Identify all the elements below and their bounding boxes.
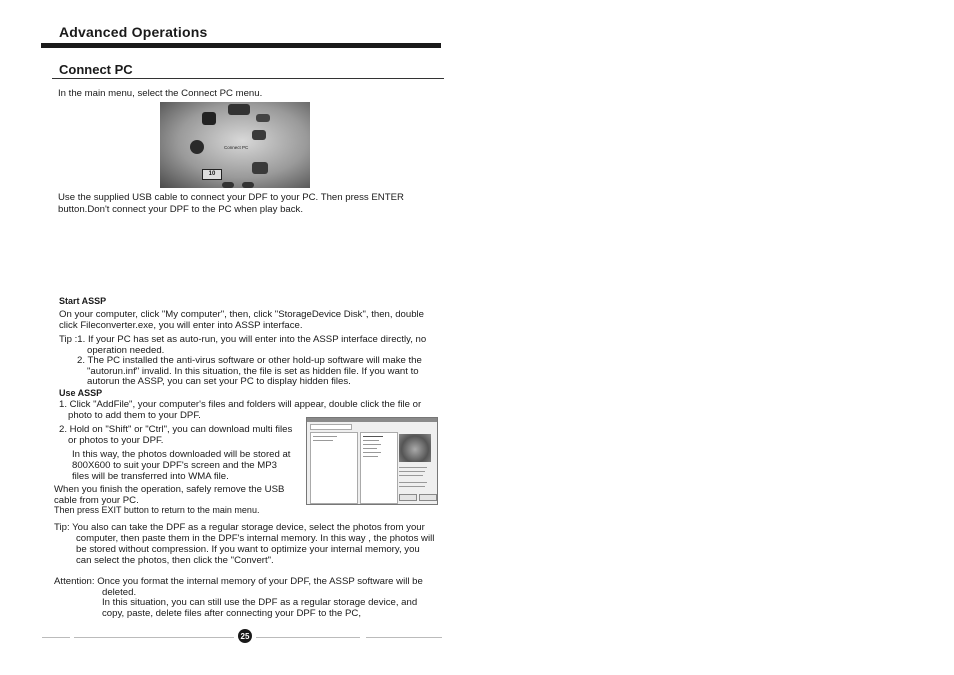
bottom-icon-1 xyxy=(222,182,234,188)
start-assp-line-2: click Fileconverter.exe, you will enter into ASSP interface. xyxy=(59,320,303,331)
assp-folder-tree xyxy=(310,432,358,504)
page-header-title: Advanced Operations xyxy=(59,24,208,40)
use-assp-line-10: Then press EXIT button to return to the main menu. xyxy=(54,505,260,515)
settings-icon xyxy=(252,162,268,174)
attention-line-2: deleted. xyxy=(102,587,137,598)
tip-2-line-2: computer, then paste them in the DPF's internal memory. In this way , the photos will xyxy=(76,533,435,544)
music-icon xyxy=(256,114,270,122)
footer-rule-right xyxy=(256,637,360,638)
start-assp-line-1: On your computer, click "My computer", then, click "StorageDevice Disk", then, double xyxy=(59,309,425,320)
monitor-icon xyxy=(228,104,250,115)
footer-rule-left xyxy=(74,637,234,638)
assp-convert-button xyxy=(419,494,437,501)
main-menu-screenshot xyxy=(160,102,310,188)
footer-rule-left-short xyxy=(42,637,70,638)
page-number-badge: 25 xyxy=(238,629,252,643)
calendar-counter: 10 xyxy=(202,169,222,180)
assp-file-list xyxy=(360,432,398,504)
video-icon xyxy=(252,130,266,140)
start-assp-heading: Start ASSP xyxy=(59,296,107,306)
use-assp-line-2: photo to add them to your DPF. xyxy=(68,410,201,421)
connect-pc-menu-label: Connect PC xyxy=(224,145,249,150)
tip-2-line-4: can select the photos, then click the "Convert". xyxy=(76,555,274,566)
use-assp-line-5: In this way, the photos downloaded will be stored at xyxy=(72,449,291,460)
section-divider xyxy=(52,78,444,79)
tip-1-line-3: 2. The PC installed the anti-virus software or other hold-up software will make the xyxy=(77,355,422,366)
photo-icon xyxy=(202,112,216,125)
use-assp-line-4: or photos to your DPF. xyxy=(68,435,164,446)
use-assp-line-6: 800X600 to suit your DPF's screen and the MP3 xyxy=(72,460,278,471)
tip-1-line-4: "autorun.inf" invalid. In this situation, the file is set as hidden file. If you want to xyxy=(87,366,419,377)
tip-1-line-1: Tip :1. If your PC has set as auto-run, you will enter into the ASSP interface directly, no xyxy=(59,334,427,345)
tip-1-line-2: operation needed. xyxy=(87,345,165,356)
use-assp-line-3: 2. Hold on "Shift" or "Ctrl", you can download multi files xyxy=(59,424,293,435)
section-title: Connect PC xyxy=(59,62,133,77)
usb-instruction-line-2: button.Don't connect your DPF to the PC when play back. xyxy=(58,204,304,215)
assp-photo-preview xyxy=(399,434,431,462)
use-assp-line-8: When you finish the operation, safely remove the USB xyxy=(54,484,285,495)
attention-line-4: copy, paste, delete files after connecting your DPF to the PC, xyxy=(102,608,361,619)
tip-2-line-3: be stored without compression. If you want to optimize your internal memory, you xyxy=(76,544,420,555)
assp-path-field xyxy=(310,424,352,430)
use-assp-line-9: cable from your PC. xyxy=(54,495,139,506)
attention-line-3: In this situation, you can still use the DPF as a regular storage device, and xyxy=(102,597,418,608)
usb-instruction-line-1: Use the supplied USB cable to connect your DPF to your PC. Then press ENTER xyxy=(58,192,404,203)
assp-addfile-button xyxy=(399,494,417,501)
bottom-icon-2 xyxy=(242,182,254,188)
header-divider xyxy=(41,43,441,48)
tip-1-line-5: autorun the ASSP, you can set your PC to display hidden files. xyxy=(87,376,351,387)
use-assp-line-7: files will be transferred into WMA file. xyxy=(72,471,229,482)
use-assp-heading: Use ASSP xyxy=(59,388,103,398)
footer-rule-right-short xyxy=(366,637,442,638)
use-assp-line-1: 1. Click "AddFile", your computer's files and folders will appear, double click the file or xyxy=(59,399,422,410)
intro-text: In the main menu, select the Connect PC menu. xyxy=(58,88,263,99)
tip-2-line-1: Tip: You also can take the DPF as a regular storage device, select the photos from your xyxy=(54,522,425,533)
assp-titlebar xyxy=(307,418,437,422)
attention-line-1: Attention: Once you format the internal memory of your DPF, the ASSP software will be xyxy=(54,576,423,587)
assp-interface-screenshot xyxy=(306,417,438,505)
clock-icon xyxy=(190,140,204,154)
